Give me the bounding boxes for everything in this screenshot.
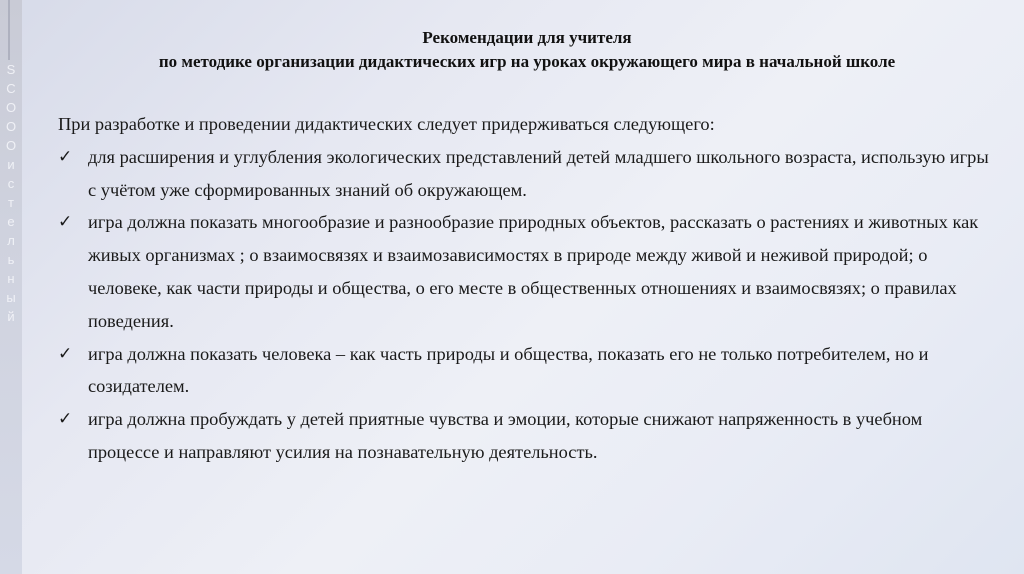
- sidebar-letter: н: [7, 271, 15, 286]
- sidebar-letter: S: [6, 62, 16, 77]
- left-decorative-strip: [0, 0, 22, 574]
- check-mark-icon: ✓: [58, 212, 73, 233]
- page-title: [30, 26, 1024, 74]
- list-item-text: игра должна пробуждать у детей приятные чувства и эмоции, которые снижают напряженность в учебном процессе и направляют усилия на познавательную деятельность.: [88, 409, 923, 462]
- check-mark-icon: ✓: [58, 343, 73, 364]
- check-mark-icon: ✓: [58, 146, 73, 167]
- sidebar-letter: C: [6, 81, 16, 96]
- list-item-text: игра должна показать многообразие и разнообразие природных объектов, рассказать о растениях и животных как живых организмах ; о взаимосвязях и взаимозависимостях в природе между живой и неживой природой; о человеке, как части природы и общества, о его месте в общественных отношениях и взаимосвязях; о правилах поведения.: [88, 212, 979, 331]
- sidebar-letter: O: [5, 138, 17, 153]
- sidebar-letter: е: [7, 214, 15, 229]
- intro-text: При разработке и проведении дидактических следует придерживаться следующего:: [58, 114, 715, 134]
- check-mark-icon: ✓: [58, 409, 73, 430]
- list-item: [58, 206, 998, 337]
- list-item: [58, 338, 998, 404]
- list-item-text: для расширения и углубления экологических представлений детей младшего школьного возраста, использую игры с учётом уже сформированных знаний об окружающем.: [88, 146, 989, 200]
- sidebar-letter: ь: [7, 252, 15, 267]
- sidebar-letter: т: [8, 195, 14, 210]
- strip-line: [8, 0, 10, 60]
- sidebar-letter: O: [5, 119, 17, 134]
- list-item: [58, 403, 998, 469]
- sidebar-ghost-letters: [2, 60, 20, 326]
- main-content: [58, 108, 998, 469]
- title-line-2: по методике организации дидактических игр на уроках окружающего мира в начальной школе: [158, 52, 896, 71]
- sidebar-letter: O: [5, 100, 17, 115]
- list-item: [58, 141, 998, 207]
- sidebar-letter: ы: [6, 290, 16, 305]
- sidebar-letter: л: [7, 233, 15, 248]
- sidebar-letter: й: [7, 309, 15, 324]
- sidebar-letter: и: [7, 157, 15, 172]
- sidebar-letter: с: [7, 176, 15, 191]
- list-item-text: игра должна показать человека – как часть природы и общества, показать его не только потребителем, но и созидателем.: [88, 343, 929, 397]
- title-line-1: Рекомендации для учителя: [422, 28, 632, 47]
